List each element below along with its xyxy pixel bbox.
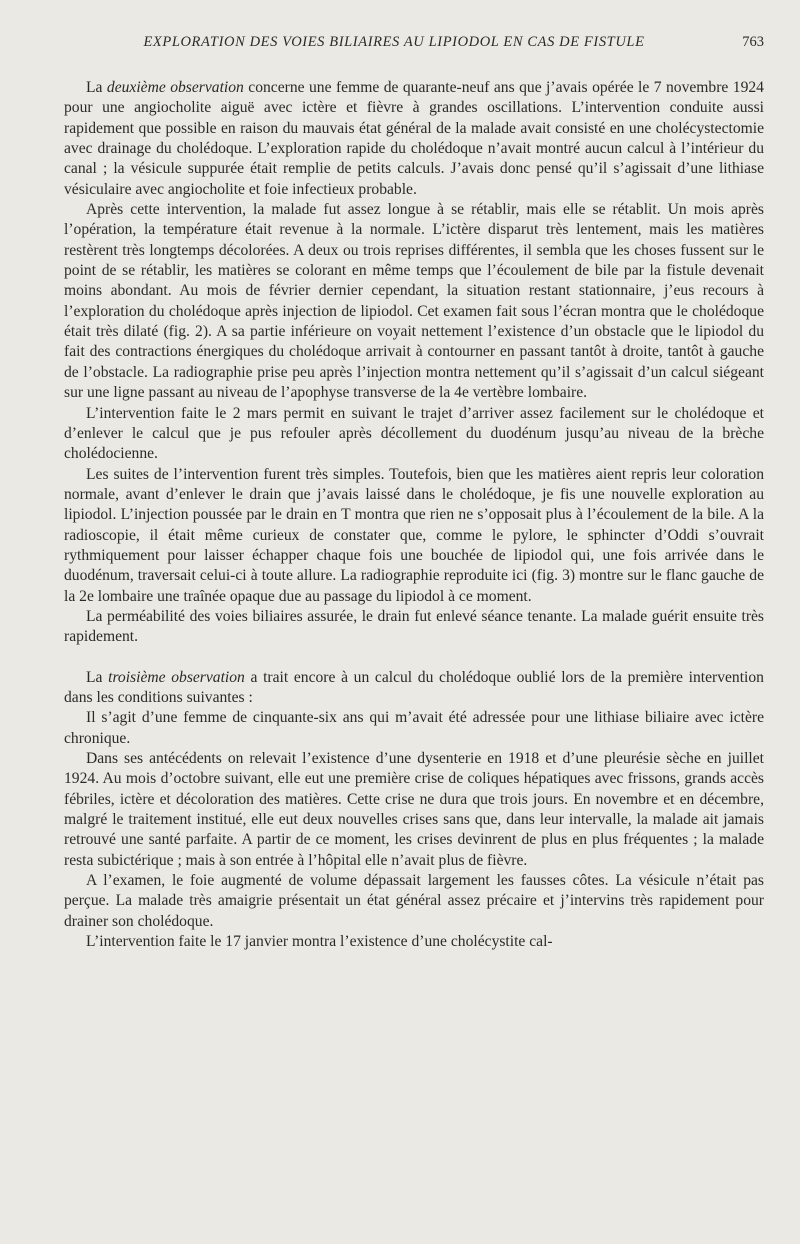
paragraph: Les suites de l’intervention furent très simples. Toutefois, bien que les matières aient repris leur coloration normale, avant d’enlever le drain que j’avais laissé dans le cholédoque, je fis une nouvelle exploration au lipiodol. L’injection poussée par le drain en T montra que rien ne s’opposait plus à l’écoulement de la bile. A la radioscopie, il était même curieux de constater que, comme le pylore, le sphincter d’Oddi s’ouvrait rythmiquement pour laisser échapper chaque fois une bouchée de lipiodol qui, une fois arrivée dans le duodénum, traversait celui-ci à toute allure. La radiographie reproduite ici (fig. 3) montre sur le flanc gauche de la 2e lombaire une traînée opaque due au passage du lipiodol à ce moment. bbox=[64, 465, 764, 605]
paragraph: La perméabilité des voies biliaires assurée, le drain fut enlevé séance tenante. La malade guérit ensuite très rapidement. bbox=[64, 607, 764, 646]
emphasis: deuxième observation bbox=[106, 79, 244, 96]
paragraph: Il s’agit d’une femme de cinquante-six ans qui m’avait été adressée pour une lithiase biliaire avec ictère chronique. bbox=[64, 709, 764, 747]
paragraph: L’intervention faite le 17 janvier montra l’existence d’une cholécystite cal- bbox=[86, 933, 553, 951]
running-head bbox=[64, 34, 764, 58]
emphasis: troisième observation bbox=[108, 668, 245, 686]
paragraph: La deuxième observation concerne une femme de quarante-neuf ans que j’avais opérée le 7 novembre 1924 pour une angiocholite aiguë avec ictère et fièvre à grandes oscillations. L’intervention conduite aussi rapidement que possible en raison du mauvais état général de la malade avait consisté en une cholécystectomie avec drainage du cholédoque. L’exploration rapide du cholédoque n’avait montré aucun calcul à l’intérieur du canal ; la vésicule suppurée était remplie de petits calculs. J’avais donc pensé qu’il s’agissait d’une lithiase vésiculaire avec angiocholite et foie infectieux probable. bbox=[64, 79, 764, 198]
paragraph: Après cette intervention, la malade fut assez longue à se rétablir, mais elle se rétablit. Un mois après l’opération, la température était revenue à la normale. L’ictère disparut très lentement, mais les matières restèrent très longtemps décolorées. A deux ou trois reprises différentes, il sembla que les choses fussent sur le point de se rétablir, les matières se colorant en même temps que l’écoulement de bile par la fistule devenait moins abondant. Au mois de février dernier cependant, la situation restant stationnaire, j’eus recours à l’exploration du cholédoque après injection de lipiodol. Cet examen fait sous l’écran montra que le cholédoque était très dilaté (fig. 2). A sa partie inférieure on voyait nettement l’existence d’un obstacle que le lipiodol du fait des contractions énergiques du cholédoque arrivait à contourner en passant tantôt à droite, tantôt à gauche de l’obstacle. La radiographie prise peu après l’injection montra nettement qu’il s’agissait d’un calcul siégeant sur une ligne passant au niveau de l’apophyse transverse de la 4e vertèbre lombaire. bbox=[64, 201, 764, 402]
paragraph: Dans ses antécédents on relevait l’existence d’une dysenterie en 1918 et d’une pleurésie sèche en juillet 1924. Au mois d’octobre suivant, elle eut une première crise de coliques hépatiques avec frissons, grands accès fébriles, ictère et décoloration des matières. Cette crise ne dura que trois jours. En novembre et en décembre, malgré le traitement institué, elle eut deux nouvelles crises sans que, dans leur intervalle, la malade ait jamais retrouvé une santé parfaite. A partir de ce moment, les crises devinrent de plus en plus fréquentes ; la malade resta subictérique ; mais à son entrée à l’hôpital elle n’avait plus de fièvre. bbox=[64, 750, 764, 869]
paragraph: A l’examen, le foie augmenté de volume dépassait largement les fausses côtes. La vésicule n’était pas perçue. La malade très amaigrie présentait un état général assez précaire et j’intervins très rapidement pour drainer son cholédoque. bbox=[64, 872, 764, 930]
page-number: 763 bbox=[742, 34, 764, 50]
running-title: EXPLORATION DES VOIES BILIAIRES AU LIPIODOL EN CAS DE FISTULE bbox=[143, 34, 645, 50]
paragraph-section-start: La troisième observation a trait encore à un calcul du cholédoque oublié lors de la première intervention dans les conditions suivantes : bbox=[64, 668, 764, 706]
article-body bbox=[64, 78, 764, 952]
paragraph: L’intervention faite le 2 mars permit en suivant le trajet d’arriver assez facilement sur le cholédoque et d’enlever le calcul que je pus refouler après décollement du duodénum jusqu’au niveau de la brèche cholédocienne. bbox=[64, 404, 764, 463]
